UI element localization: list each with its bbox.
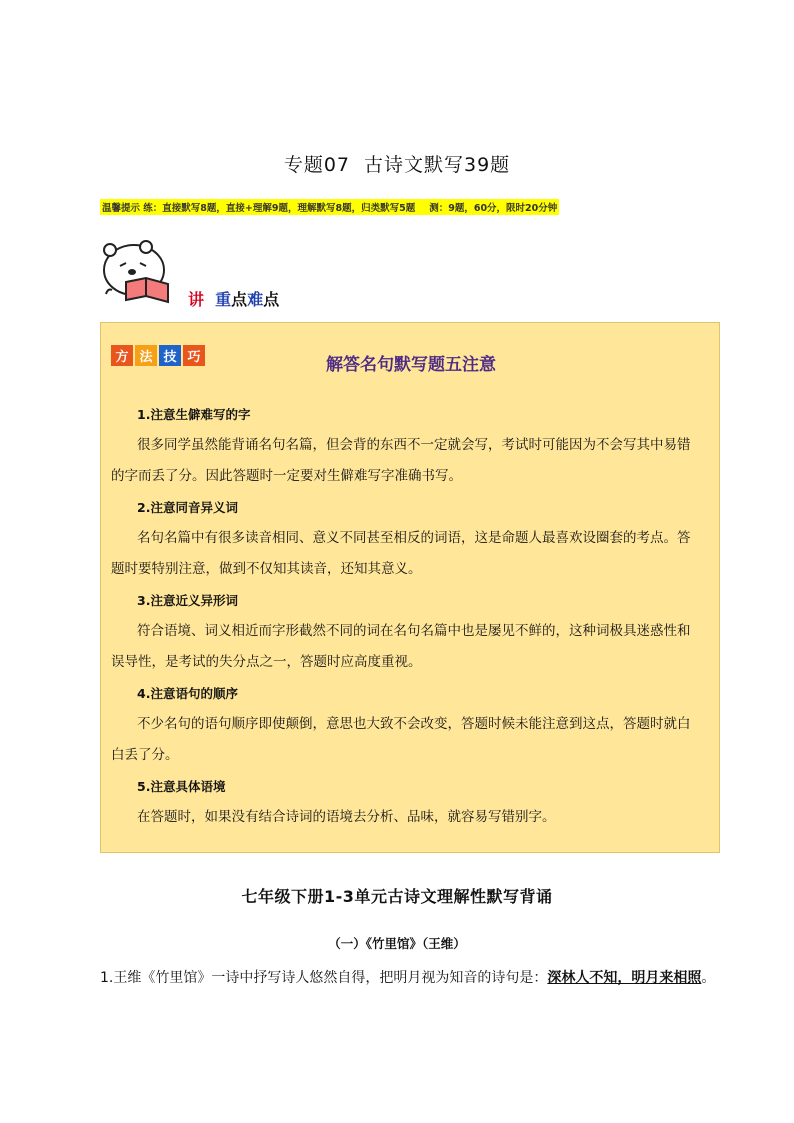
note-line: 题时要特别注意，做到不仅知其读音，还知其意义。 — [111, 561, 422, 577]
note-line: 很多同学虽然能背诵名句名篇，但会背的东西不一定就会写，考试时可能因为不会写其中易错 — [137, 437, 691, 453]
reading-bear-icon — [96, 238, 176, 304]
question-stem: 1.王维《竹里馆》一诗中抒写诗人悠然自得，把明月视为知音的诗句是： — [100, 970, 548, 986]
note-heading: 3.注意近义异形词 — [137, 593, 238, 608]
note-line: 名句名篇中有很多读音相同、意义不同甚至相反的词语，这是命题人最喜欢设圈套的考点。答 — [137, 530, 691, 546]
note-heading: 2.注意同音异义词 — [137, 500, 238, 515]
badge-ji: 技 — [159, 345, 181, 366]
section-title: 七年级下册1-3单元古诗文理解性默写背诵 — [241, 887, 553, 906]
note-line: 在答题时，如果没有结合诗词的语境去分析、品味，就容易写错别字。 — [137, 809, 556, 825]
badge-fa: 法 — [135, 345, 157, 366]
badge-qiao: 巧 — [183, 345, 205, 366]
question-1 — [100, 967, 715, 987]
section-banner: 讲 重点难点 — [188, 290, 280, 309]
note-heading: 4.注意语句的顺序 — [137, 686, 238, 701]
badge-fang: 方 — [111, 345, 133, 366]
method-notes — [111, 399, 711, 833]
note-line: 符合语境、词义相近而字形截然不同的词在名句名篇中也是屡见不鲜的，这种词极具迷惑性和 — [137, 623, 691, 639]
note-line: 白丢了分。 — [111, 747, 179, 763]
method-box — [100, 322, 720, 853]
method-box-title: 解答名句默写题五注意 — [326, 355, 496, 375]
page-title: 专题07 古诗文默写39题 — [283, 154, 511, 176]
note-heading: 1.注意生僻难写的字 — [137, 407, 251, 422]
note-line: 的字而丢了分。因此答题时一定要对生僻难写字准确书写。 — [111, 468, 462, 484]
question-answer: 深林人不知，明月来相照 — [547, 970, 702, 986]
poem-title: （一）《竹里馆》（王维） — [328, 936, 466, 951]
tip-banner: 温馨提示 练：直接默写8题，直接+理解9题，理解默写8题，归类默写5题 测：9题，60分，限时20分钟 — [100, 199, 559, 215]
question-end: 。 — [701, 970, 716, 986]
note-line: 不少名句的语句顺序即使颠倒，意思也大致不会改变，答题时候未能注意到这点，答题时就白 — [137, 716, 691, 732]
note-line: 误导性，是考试的失分点之一，答题时应高度重视。 — [111, 654, 422, 670]
note-heading: 5.注意具体语境 — [137, 779, 226, 794]
